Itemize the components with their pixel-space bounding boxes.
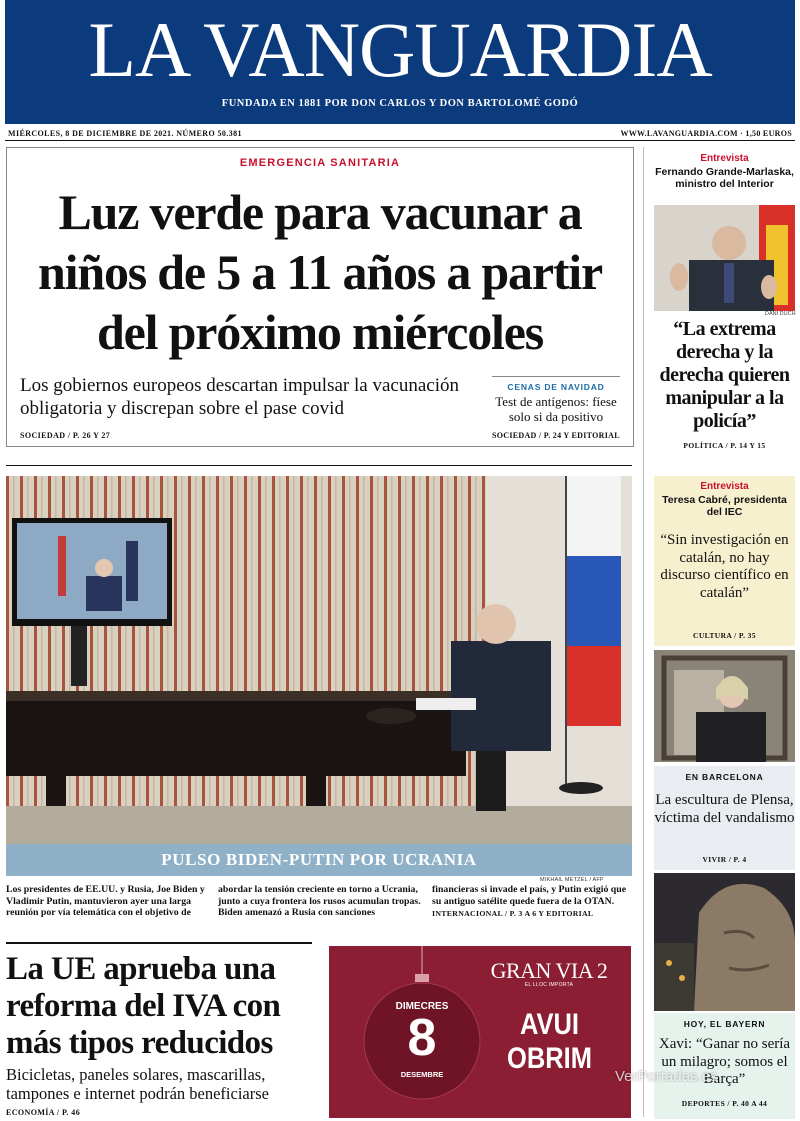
ad-brand-tagline: EL LLOC IMPORTA — [524, 982, 574, 988]
masthead-subtitle: FUNDADA EN 1881 POR DON CARLOS Y DON BARTOLOMÉ GODÓ — [221, 98, 579, 109]
interview2-kicker: Entrevista — [700, 481, 749, 492]
lead-headline[interactable]: Luz verde para vacunar a niños de 5 a 11 años a partir del próximo miércoles — [38, 184, 602, 360]
side-note-text: Test de antígenos: fíese solo si da positivo — [495, 394, 617, 424]
interview1-quote[interactable]: “La extrema derecha y la derecha quieren manipular a la policía” — [659, 318, 790, 432]
interview1-photo-credit: DANI DUCH — [765, 311, 796, 317]
side-note-kicker: CENAS DE NAVIDAD — [507, 382, 605, 392]
ad-weekday: DIMECRES — [395, 1001, 449, 1012]
photo-caption-col-1: Los presidentes de EE.UU. y Rusia, Joe Biden y Vladimir Putin, mantuvieron ayer una larga reunión por vía telemática con el objetivo de — [6, 884, 205, 918]
sculpture-illustration — [654, 873, 795, 1011]
side-note[interactable] — [492, 376, 620, 424]
column-divider — [643, 147, 644, 1117]
lead-section-ref: SOCIEDAD / P. 26 Y 27 — [20, 431, 111, 440]
interview1-kicker: Entrevista — [700, 153, 749, 164]
iva-subheadline: Bicicletas, paneles solares, mascarillas, tampones e internet podrán beneficiarse — [6, 1065, 269, 1103]
interview2-photo[interactable] — [654, 650, 795, 762]
ad-month: DESEMBRE — [400, 1070, 444, 1079]
portrait-marlaska — [654, 205, 795, 311]
barcelona-kicker: EN BARCELONA — [685, 772, 764, 782]
photo-illustration — [6, 476, 632, 844]
photo-top-rule — [6, 465, 632, 466]
biden-putin-photo[interactable] — [6, 476, 632, 844]
side-note-section-ref: SOCIEDAD / P. 24 Y EDITORIAL — [492, 431, 620, 440]
interview1-section-ref: POLÍTICA / P. 14 Y 15 — [683, 441, 766, 450]
ad-call-to-action: AVUI OBRIM — [507, 1008, 592, 1075]
website-price: WWW.LAVANGUARDIA.COM · 1,50 EUROS — [620, 129, 792, 138]
interview2-section-ref: CULTURA / P. 35 — [693, 631, 756, 640]
lead-subheadline: Los gobiernos europeos descartan impulsar la vacunación obligatoria y discrepan sobre el pase covid — [20, 375, 459, 419]
photo-caption-col-3: financieras si invade el país, y Putin exigió que su antiguo satélite quede fuera de la OTAN. — [432, 884, 627, 907]
ad-brand: GRAN VIA 2 — [490, 958, 608, 983]
iva-headline[interactable]: La UE aprueba una reforma del IVA con más tipos reducidos — [6, 951, 281, 1061]
barcelona-headline[interactable]: La escultura de Plensa, víctima del vandalismo — [654, 792, 795, 826]
dateline: MIÉRCOLES, 8 DE DICIEMBRE DE 2021. NÚMERO 50.381 — [8, 129, 242, 138]
photo-caption-col-2: abordar la tensión creciente en torno a Ucrania, junto a cuya frontera los rusos acumulan tropas. Biden amenazó a Rusia con sanciones — [218, 884, 421, 918]
barcelona-section-ref: VIVIR / P. 4 — [702, 855, 747, 864]
photo-credit: MIKHAIL METZEL / AFP — [540, 877, 604, 883]
sports-kicker: HOY, EL BAYERN — [683, 1019, 766, 1029]
iva-story-rule — [6, 942, 312, 944]
masthead[interactable] — [5, 0, 795, 124]
photo-section-ref: INTERNACIONAL / P. 3 A 6 Y EDITORIAL — [432, 909, 594, 918]
interview2-quote[interactable]: “Sin investigación en catalán, no hay discurso científico en catalán” — [660, 532, 789, 601]
dateline-rule — [5, 140, 795, 141]
interview2-name: Teresa Cabré, presidenta del IEC — [662, 494, 787, 518]
sculpture-photo[interactable] — [654, 873, 795, 1011]
watermark: VerPortadas.es — [615, 1068, 718, 1085]
lead-kicker: EMERGENCIA SANITARIA — [239, 157, 401, 169]
advertisement[interactable] — [329, 946, 631, 1118]
iva-section-ref: ECONOMÍA / P. 46 — [6, 1108, 81, 1117]
ad-day-number: 8 — [407, 1009, 437, 1067]
sports-section-ref: DEPORTES / P. 40 A 44 — [681, 1099, 768, 1108]
portrait-cabre — [654, 650, 795, 762]
masthead-title: LA VANGUARDIA — [88, 6, 712, 93]
sports-headline[interactable]: Xavi: “Ganar no sería un milagro; somos el Barça” — [658, 1036, 791, 1087]
interview1-name: Fernando Grande-Marlaska, ministro del Interior — [655, 166, 794, 190]
interview1-photo[interactable] — [654, 205, 795, 311]
photo-banner[interactable]: PULSO BIDEN-PUTIN POR UCRANIA — [6, 844, 632, 876]
